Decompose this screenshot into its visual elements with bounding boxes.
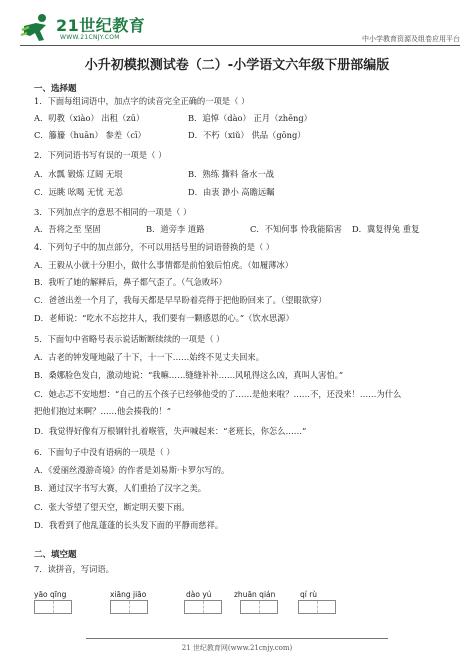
question-1-options-row-2 — [34, 129, 454, 140]
question-5-option-c[interactable]: C．她忐忑不安地想：“自己的五个孩子已经够他受的了……是他来啦？……不，还没来！……为什么 — [34, 389, 402, 399]
page-footer: 21 世纪教育网(www.21cnjy.com) — [181, 644, 293, 652]
question-2-options-row-2 — [34, 186, 454, 197]
site-logo[interactable] — [20, 12, 180, 46]
header-divider — [20, 45, 460, 46]
question-5-stem: 5．下面句中省略号表示说话断断续续的一项是（ ） — [34, 334, 225, 344]
question-5-option-a[interactable]: A．古老的钟发哑地敲了十下，十一下……始终不见丈夫回来。 — [34, 352, 265, 362]
question-2-option-b[interactable]: B．熟练 撕料 备水一战 — [188, 169, 275, 179]
question-4-option-b[interactable]: B．我听了她的解释后，鼻子都气歪了。（气急败坏） — [34, 277, 227, 287]
question-3-stem: 3．下列加点字的意思不相同的一项是（ ） — [34, 207, 192, 217]
question-2-option-d[interactable]: D．由衷 渺小 高瞻远瞩 — [188, 187, 275, 197]
question-2-option-c[interactable]: C．远眺 吆喝 无忧 无恙 — [34, 187, 123, 197]
footer-divider — [86, 638, 388, 639]
answer-box-5[interactable] — [298, 600, 336, 614]
pinyin-1: yāo qīng — [34, 590, 67, 599]
question-2-option-a[interactable]: A．水瓢 锻炼 辽阔 无垠 — [34, 169, 123, 179]
question-6-stem: 6．下面句子中没有语病的一项是（ ） — [34, 447, 175, 457]
logo-url: WWW.21CNJY.COM — [60, 34, 120, 41]
question-3-option-d[interactable]: D．冀复得兔 重复 — [352, 224, 420, 234]
question-3-option-b[interactable]: B．道旁李 道路 — [146, 224, 205, 234]
question-4-option-a[interactable]: A．王毅从小就十分胆小，做什么事情都是前怕狼后怕虎。（如履薄冰） — [34, 260, 294, 270]
question-1-stem: 1．下面每组词语中，加点字的读音完全正确的一项是（ ） — [34, 96, 250, 106]
pinyin-5: qí rù — [300, 590, 318, 599]
question-6-option-a[interactable]: A．《爱丽丝漫游奇境》的作者是刘易斯·卡罗尔写的。 — [34, 465, 230, 475]
runner-logo-icon — [20, 12, 54, 44]
question-2-options-row-1 — [34, 168, 454, 179]
header-tagline: 中小学教育资源及组卷应用平台 — [362, 35, 460, 43]
question-4-stem: 4．下列句子中的加点部分，不可以用括号里的词语替换的是（ ） — [34, 242, 275, 252]
question-1-option-d[interactable]: D．不朽（xiǔ） 供品（gōng） — [188, 130, 306, 140]
question-3-options — [34, 223, 454, 234]
question-5-option-b[interactable]: B．桑娜脸色发白，激动地说：“我嘛……缝缝补补……风吼得这么凶，真叫人害怕。” — [34, 370, 344, 380]
question-5-option-c-continued: 把他们抱过来啊？……他会揍我的！” — [34, 406, 171, 416]
section-heading-choice: 一、选择题 — [34, 84, 77, 94]
question-6-option-d[interactable]: D．我看到了他乱蓬蓬的长头发下面的平静而慈祥。 — [34, 520, 224, 530]
section-heading-fill: 二、填空题 — [34, 550, 77, 560]
page-title: 小升初模拟测试卷（二）-小学语文六年级下册部编版 — [84, 58, 390, 73]
answer-box-4[interactable] — [240, 600, 278, 614]
logo-title: 21世纪教育 — [56, 16, 146, 35]
question-3-option-c[interactable]: C．不知何事 怜我能陷害 — [250, 224, 342, 234]
question-6-option-c[interactable]: C．张大爷望了望天空，断定明天要下雨。 — [34, 502, 190, 512]
answer-box-1[interactable] — [34, 600, 72, 614]
question-3-option-a[interactable]: A．吾将之至 坚固 — [34, 224, 101, 234]
question-2-stem: 2．下列词语书写有误的一项是（ ） — [34, 150, 167, 160]
page-header — [0, 0, 474, 48]
question-5-option-d[interactable]: D．我觉得好像有万根钢针扎着喉管，失声喊起来：“老班长，你怎么……” — [34, 426, 307, 436]
question-1-option-a[interactable]: A．叨教（xiào） 出租（zū） — [34, 113, 145, 123]
question-1-options-row-1 — [34, 112, 454, 123]
pinyin-4: zhuān qián — [234, 590, 276, 599]
answer-box-3[interactable] — [184, 600, 222, 614]
question-4-option-c[interactable]: C．爸爸出差一个月了，我每天都是早早盼着亮得于把他盼回来了。（望眼欲穿） — [34, 295, 327, 305]
pinyin-3: dào yú — [186, 590, 212, 599]
question-6-option-b[interactable]: B．通过汉字书写大赛，人们重拾了汉字之美。 — [34, 483, 207, 493]
question-1-option-b[interactable]: B．追悼（dào） 正月（zhēng） — [188, 113, 312, 123]
question-1-option-c[interactable]: C．籐籘（huān） 参差（cī） — [34, 130, 146, 140]
question-7-stem: 7．读拼音，写词语。 — [34, 564, 114, 574]
question-4-option-d[interactable]: D．老师说：“吃水不忘挖井人，我们要有一颗感恩的心。”（饮水思源） — [34, 313, 294, 323]
pinyin-2: xiāng jiāo — [110, 590, 147, 599]
answer-box-2[interactable] — [110, 600, 148, 614]
